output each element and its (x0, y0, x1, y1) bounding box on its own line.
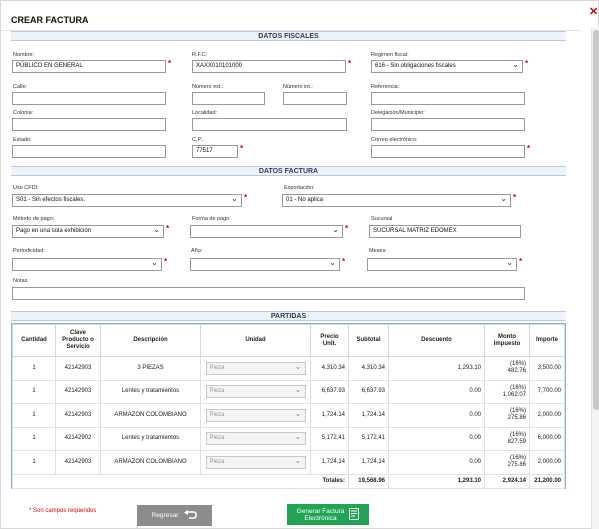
col-precio (311, 325, 349, 357)
required-mark: * (348, 59, 352, 68)
cell-descuento: 1,293.10 (389, 357, 485, 381)
required-mark: * (168, 59, 172, 68)
cell-cantidad: 1 (13, 451, 56, 475)
col-clave-line: Clave (69, 330, 86, 336)
cell-clave: 42142903 (56, 357, 101, 381)
impuesto-value: 827.59 (507, 438, 526, 445)
section-fiscal-header: DATOS FISCALES (11, 31, 566, 41)
col-unidad: Unidad (201, 325, 311, 357)
num-int-label: Número int.: (283, 84, 313, 90)
unidad-select[interactable]: Pieza ⌄ (206, 385, 306, 398)
calle-input[interactable] (12, 92, 166, 105)
tasa-label: (16%) (509, 408, 526, 415)
col-descripcion: Descripción (101, 325, 201, 357)
cell-importe: 7,700.00 (530, 380, 565, 404)
required-mark: * (527, 144, 531, 153)
cell-importe: 3,500.00 (530, 357, 565, 381)
vertical-scrollbar[interactable] (591, 28, 599, 529)
num-int-input[interactable] (283, 92, 347, 105)
generate-label-line: Electrónica (304, 514, 337, 522)
required-mark: * (166, 224, 170, 233)
tasa-label: (16%) (509, 361, 526, 368)
required-fields-note: * Son campos requeridos (29, 508, 97, 514)
cell-descuento: 0.00 (389, 380, 485, 404)
close-icon[interactable]: ✕ (589, 6, 599, 18)
colonia-label: Colonia: (13, 110, 34, 116)
cell-descripcion: 3 PIEZAS (101, 357, 201, 381)
cell-precio: 5,172.41 (311, 427, 349, 451)
notas-label: Notas (13, 278, 28, 284)
cell-precio: 1,724.14 (311, 404, 349, 428)
required-mark: * (244, 193, 248, 202)
exportacion-select[interactable]: 01 - No aplica ⌄ (282, 194, 511, 207)
window-header (1, 1, 581, 31)
impuesto-value: 482.76 (507, 368, 526, 375)
col-precio-line: Precio (320, 333, 339, 340)
cell-precio: 1,724.14 (311, 451, 349, 475)
referencia-input[interactable] (371, 92, 525, 105)
cell-descuento: 0.00 (389, 451, 485, 475)
impuesto-value: 1,062.07 (502, 391, 526, 398)
rfc-input[interactable]: XAXX010101000 (192, 60, 346, 73)
cell-subtotal: 1,724.14 (349, 451, 389, 475)
periodicidad-select[interactable] (12, 258, 162, 271)
required-mark: * (525, 59, 529, 68)
return-arrow-icon (183, 510, 197, 522)
meses-select[interactable] (367, 258, 517, 271)
generate-button-label (297, 508, 345, 522)
delegacion-input[interactable] (371, 118, 525, 131)
cell-descuento: 0.00 (389, 404, 485, 428)
generate-invoice-button[interactable] (287, 504, 369, 525)
cell-cantidad: 1 (13, 357, 56, 381)
col-descuento: Descuento (389, 325, 485, 357)
cell-cantidad: 1 (13, 427, 56, 451)
cell-subtotal: 1,724.14 (349, 404, 389, 428)
correo-label: Correo electrónico: (371, 137, 418, 143)
anio-label: Año: (191, 248, 203, 254)
cell-unidad (201, 357, 311, 381)
cell-descuento: 0.00 (389, 427, 485, 451)
cell-descripcion: Lentes y tratamientos (101, 380, 201, 404)
metodo-pago-label: Método de pago: (13, 216, 55, 222)
num-ext-label: Número ext.: (192, 84, 224, 90)
items-table (11, 323, 566, 489)
uso-cfdi-select[interactable]: S01 - Sin efectos fiscales. ⌄ (12, 194, 242, 207)
cp-input[interactable]: 77517 (192, 145, 238, 158)
scrollbar-thumb[interactable] (593, 30, 599, 410)
total-descuento: 1,293.10 (389, 474, 485, 488)
notas-input[interactable] (12, 287, 525, 300)
cell-importe: 2,000.00 (530, 404, 565, 428)
cell-descripcion: ARMAZON COLOMBIANO (101, 404, 201, 428)
exportacion-label: Exportación: (284, 185, 315, 191)
table-header-row (13, 325, 565, 357)
cell-unidad (201, 404, 311, 428)
localidad-input[interactable] (192, 118, 347, 131)
required-mark: * (342, 257, 346, 266)
col-clave-line: Servicio (66, 344, 90, 350)
tasa-label: (16%) (509, 384, 526, 391)
required-mark: * (345, 224, 349, 233)
sucursal-label: Sucursal (371, 216, 393, 222)
col-clave (56, 325, 101, 357)
required-mark: * (240, 144, 244, 153)
col-monto-line: Monto (498, 333, 516, 340)
cell-importe: 6,000.00 (530, 427, 565, 451)
periodicidad-label: Periodicidad: (13, 248, 45, 254)
cell-impuesto (485, 404, 530, 428)
cell-subtotal: 6,637.93 (349, 380, 389, 404)
section-items-header: PARTIDAS (11, 311, 566, 321)
total-subtotal: 19,568.96 (349, 474, 389, 488)
cp-label: C.P.: (192, 137, 204, 143)
cell-descripcion: ARMAZON COLOMBIANO (101, 451, 201, 475)
nombre-label: Nombre: (13, 52, 35, 58)
col-importe: Importe (530, 325, 565, 357)
cell-unidad (201, 427, 311, 451)
back-button[interactable] (137, 505, 212, 526)
col-monto-line: Impuesto (493, 340, 521, 347)
col-monto (485, 325, 530, 357)
cell-cantidad: 1 (13, 380, 56, 404)
cell-impuesto (485, 357, 530, 381)
cell-precio: 4,310.34 (311, 357, 349, 381)
tasa-label: (16%) (509, 431, 526, 438)
delegacion-label: Delegación/Municipio: (371, 110, 425, 116)
unidad-select[interactable]: Pieza ⌄ (206, 456, 306, 469)
cell-impuesto (485, 451, 530, 475)
total-impuesto: 2,924.14 (485, 474, 530, 488)
regimen-select[interactable]: 616 - Sin obligaciones fiscales ⌄ (371, 60, 523, 73)
impuesto-value: 275.86 (507, 462, 526, 469)
regimen-label: Regimen fiscal: (371, 52, 409, 58)
cell-clave: 42142902 (56, 427, 101, 451)
forma-pago-label: Forma de pago (192, 216, 230, 222)
generate-label-line: Generar Factura (296, 507, 345, 515)
col-cantidad: Cantidad (13, 325, 56, 357)
cell-subtotal: 5,172.41 (349, 427, 389, 451)
cell-unidad (201, 451, 311, 475)
section-invoice-header: DATOS FACTURA (11, 166, 566, 176)
page-title: CREAR FACTURA (11, 15, 89, 25)
table-row (13, 404, 565, 428)
cell-descripcion: Lentes y tratamientos (101, 427, 201, 451)
cell-impuesto (485, 380, 530, 404)
cell-unidad (201, 380, 311, 404)
cell-precio: 6,637.93 (311, 380, 349, 404)
correo-input[interactable] (371, 145, 525, 158)
calle-label: Calle: (13, 84, 28, 90)
cell-clave: 42142903 (56, 404, 101, 428)
estado-input[interactable] (12, 145, 166, 158)
metodo-pago-select[interactable]: Pago en una sola exhibición ⌄ (12, 225, 164, 238)
required-mark: * (513, 193, 517, 202)
estado-label: Estado: (13, 137, 32, 143)
nombre-input[interactable]: PÚBLICO EN GENERAL (12, 60, 166, 73)
unidad-select[interactable]: Pieza ⌄ (206, 409, 306, 422)
table-row (13, 451, 565, 475)
table-row (13, 427, 565, 451)
cell-clave: 42142903 (56, 380, 101, 404)
col-precio-line: Unit. (322, 340, 337, 347)
referencia-label: Referencia: (371, 84, 400, 90)
sucursal-input[interactable]: SUCURSAL MATRIZ EDOMEX (369, 225, 521, 238)
back-button-label: Regresar (151, 512, 179, 519)
num-ext-input[interactable] (192, 92, 265, 105)
table-row (13, 357, 565, 381)
cell-impuesto (485, 427, 530, 451)
meses-label: Meses: (369, 248, 387, 254)
totals-label: Totales: (13, 474, 349, 488)
impuesto-value: 275.86 (507, 415, 526, 422)
anio-select[interactable] (190, 258, 340, 271)
invoice-icon (349, 508, 359, 522)
localidad-label: Localidad: (192, 110, 218, 116)
col-clave-line: Producto o (62, 337, 94, 343)
col-subtotal: Subtotal (349, 325, 389, 357)
uso-cfdi-label: Uso CFDI: (13, 185, 39, 191)
cell-importe: 2,000.00 (530, 451, 565, 475)
cell-clave: 42142903 (56, 451, 101, 475)
tasa-label: (16%) (509, 455, 526, 462)
cell-cantidad: 1 (13, 404, 56, 428)
required-mark: * (164, 257, 168, 266)
table-row (13, 380, 565, 404)
unidad-select[interactable]: Pieza ⌄ (206, 432, 306, 445)
colonia-input[interactable] (12, 118, 166, 131)
cell-subtotal: 4,310.34 (349, 357, 389, 381)
unidad-select[interactable]: Pieza ⌄ (206, 362, 306, 375)
forma-pago-select[interactable] (190, 225, 343, 238)
totals-row (13, 474, 565, 488)
required-mark: * (519, 257, 523, 266)
rfc-label: R.F.C: (192, 52, 208, 58)
total-importe: 21,200.00 (530, 474, 565, 488)
